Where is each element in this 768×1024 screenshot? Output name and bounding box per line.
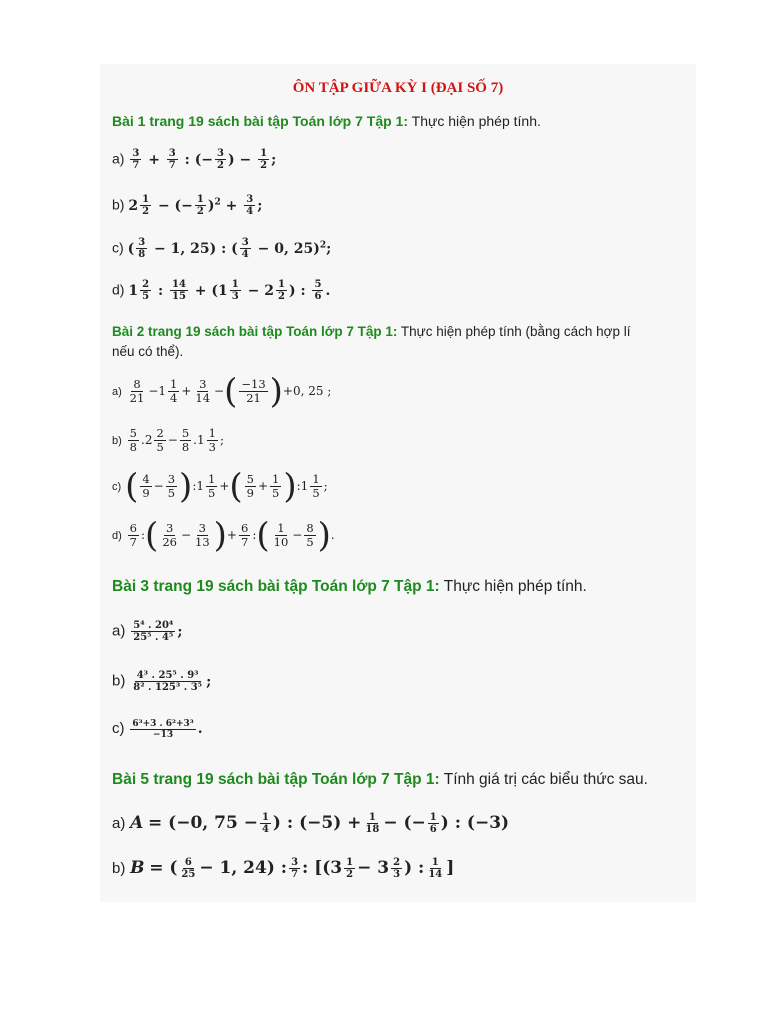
section-3-heading-bold: Bài 3 trang 19 sách bài tập Toán lớp 7 Tập 1:: [112, 578, 440, 595]
section-5-heading-text: Tính giá trị các biểu thức sau.: [439, 771, 648, 788]
exercise-2c: c) ( $\frac{4}{9}$ − $\frac{3}{5}$ ):1 $\frac{1}{5}$ +( $\frac{5}{9}$ + $\frac{1}{5}$ ):1 $\frac{1}{5}$ ;: [112, 466, 328, 507]
section-1-heading-text: Thực hiện phép tính.: [408, 113, 541, 129]
page-title: ÔN TẬP GIỮA KỲ I (ĐẠI SỐ 7): [292, 80, 504, 96]
exercise-5a: a) A = (−0, 75 − $\frac{1}{4}$ ) : (−5) + $\frac{1}{18}$ − (− $\frac{1}{6}$ ) : (−3): [112, 812, 510, 835]
exercise-1c: c) ( $\frac{3}{8}$ − 1, 25) : ( $\frac{3}{4}$ − 0, 25)$^2$;: [112, 237, 332, 261]
exercise-3c: c) $\frac{\text{6³+3 . 6²+3³}}{-13}$ .: [112, 718, 203, 740]
section-2-heading-bold: Bài 2 trang 19 sách bài tập Toán lớp 7 Tập 1:: [112, 324, 398, 339]
section-2-heading-text: Thực hiện phép tính (bằng cách hợp lí nếu có thể).: [112, 324, 631, 359]
exercise-1a: a) $\frac{3}{7}$ + $\frac{3}{7}$ : (− $\frac{3}{2}$ ) − $\frac{1}{2}$ ;: [112, 148, 277, 171]
exercise-2a: a) $\frac{8}{21}$ −1 $\frac{1}{4}$ + $\frac{3}{14}$ −( $\frac{-13}{21}$ )+0, 25 ;: [112, 371, 332, 412]
section-3-heading-text: Thực hiện phép tính.: [439, 578, 587, 595]
section-3-heading: [112, 577, 587, 597]
section-1-heading-bold: Bài 1 trang 19 sách bài tập Toán lớp 7 Tập 1:: [112, 113, 408, 129]
exercise-2b: b) $\frac{5}{8}$ .2 $\frac{2}{5}$ − $\frac{5}{8}$ .1 $\frac{1}{3}$ ;: [112, 426, 224, 454]
exercise-5b: b) B = ( $\frac{6}{25}$ − 1, 24) : $\frac{3}{7}$ : [(3 $\frac{1}{2}$ − 3 $\frac{2}{3}$ ) : $\frac{1}{14}$ ]: [112, 857, 455, 880]
section-1-heading: [112, 111, 541, 131]
exercise-2d: d) $\frac{6}{7}$ :( $\frac{3}{26}$ − $\frac{3}{13}$ )+ $\frac{6}{7}$ :( $\frac{1}{10}$ − $\frac{8}{5}$ ).: [112, 515, 335, 556]
exercise-3b: b) $\frac{\text{4³ . 25⁵ . 9³}}{\text{8² . 125³ . 3⁵}}$ ;: [112, 670, 212, 693]
section-5-heading-bold: Bài 5 trang 19 sách bài tập Toán lớp 7 Tập 1:: [112, 771, 440, 788]
exercise-1b: b) 2 $\frac{1}{2}$ − (− $\frac{1}{2}$ )$^2$ + $\frac{3}{4}$ ;: [112, 194, 263, 218]
section-2-heading: [112, 322, 652, 362]
exercise-1d: d) 1 $\frac{2}{5}$ : $\frac{14}{15}$ + (1 $\frac{1}{3}$ − 2 $\frac{1}{2}$ ) : $\frac{5}{6}$ .: [112, 279, 331, 302]
section-5-heading: [112, 770, 648, 790]
exercise-3a: a) $\frac{\text{5⁴ . 20⁴}}{\text{25⁵ . 4⁵}}$ ;: [112, 620, 183, 643]
